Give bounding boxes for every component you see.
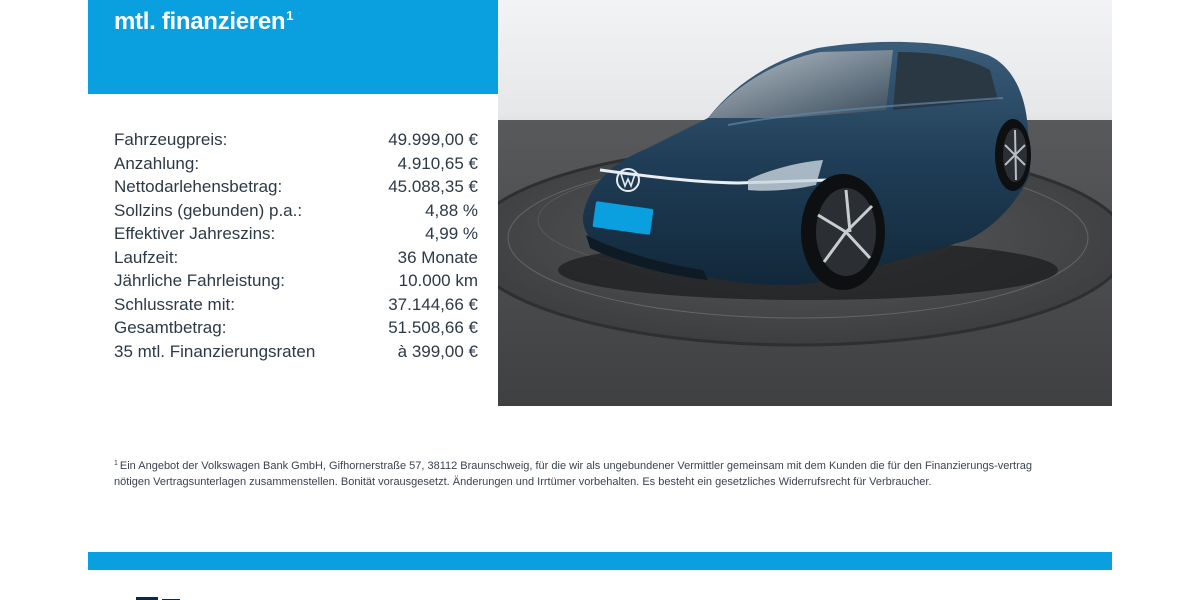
spec-value: 45.088,35 € bbox=[388, 177, 478, 196]
footnote-text: Ein Angebot der Volkswagen Bank GmbH, Gifhornerstraße 57, 38112 Braunschweig, für die wir als ungebundener Vermittler gemeinsam mit dem Kunden die für den Finanzierungs-vertrag nötigen Vertragsunterlagen zusammenstellen. Bonität vorausgesetzt. Änderungen und Irrtümer vorbehalten. Es besteht ein gesetzliches Widerrufsrecht für Verbraucher. bbox=[114, 460, 1032, 488]
spec-row-schlussrate bbox=[114, 293, 478, 317]
spec-label: Effektiver Jahreszins: bbox=[114, 224, 276, 243]
spec-value: 4.910,65 € bbox=[397, 153, 478, 173]
spec-value: 4,99 % bbox=[425, 224, 478, 243]
spec-value: 51.508,66 € bbox=[388, 318, 478, 337]
footnote-marker: 1 bbox=[286, 8, 294, 23]
spec-label: Nettodarlehensbetrag: bbox=[114, 177, 283, 196]
spec-row-sollzins bbox=[114, 199, 478, 223]
spec-value: 49.999,00 € bbox=[388, 130, 478, 149]
spec-label: Gesamtbetrag: bbox=[114, 318, 227, 337]
bottom-brand-bar bbox=[88, 552, 1112, 570]
page-title-text: mtl. finanzieren bbox=[114, 8, 286, 35]
spec-row-fahrzeugpreis bbox=[114, 128, 478, 152]
footnote-marker: 1 bbox=[114, 460, 118, 467]
spec-row-effektiver-jahreszins bbox=[114, 222, 478, 246]
spec-value: à 399,00 € bbox=[397, 341, 478, 361]
spec-label: Jährliche Fahrleistung: bbox=[114, 271, 286, 290]
page-title bbox=[114, 8, 293, 36]
spec-value: 37.144,66 € bbox=[388, 294, 478, 314]
front-wheel bbox=[801, 174, 885, 290]
spec-row-gesamtbetrag bbox=[114, 316, 478, 340]
spec-label: Fahrzeugpreis: bbox=[114, 130, 228, 149]
cropped-dealer-logo bbox=[120, 592, 240, 600]
spec-row-nettodarlehensbetrag bbox=[114, 175, 478, 199]
rear-wheel bbox=[995, 119, 1031, 191]
spec-label: Sollzins (gebunden) p.a.: bbox=[114, 200, 303, 220]
header-band bbox=[88, 0, 498, 94]
legal-footnote bbox=[114, 456, 1034, 490]
spec-value: 36 Monate bbox=[397, 247, 478, 267]
vehicle-image bbox=[498, 0, 1112, 406]
spec-row-fahrleistung bbox=[114, 269, 478, 293]
spec-label: Laufzeit: bbox=[114, 247, 179, 267]
spec-value: 4,88 % bbox=[425, 200, 478, 220]
cropped-brand-mark bbox=[790, 594, 820, 600]
spec-label: 35 mtl. Finanzierungsraten bbox=[114, 341, 316, 361]
spec-value: 10.000 km bbox=[398, 271, 478, 290]
spec-label: Schlussrate mit: bbox=[114, 294, 235, 314]
car-illustration bbox=[498, 0, 1112, 406]
spec-row-finanzierungsraten bbox=[114, 340, 478, 364]
spec-label: Anzahlung: bbox=[114, 153, 200, 173]
spec-row-laufzeit bbox=[114, 246, 478, 270]
financing-details bbox=[114, 128, 478, 363]
spec-row-anzahlung bbox=[114, 152, 478, 176]
